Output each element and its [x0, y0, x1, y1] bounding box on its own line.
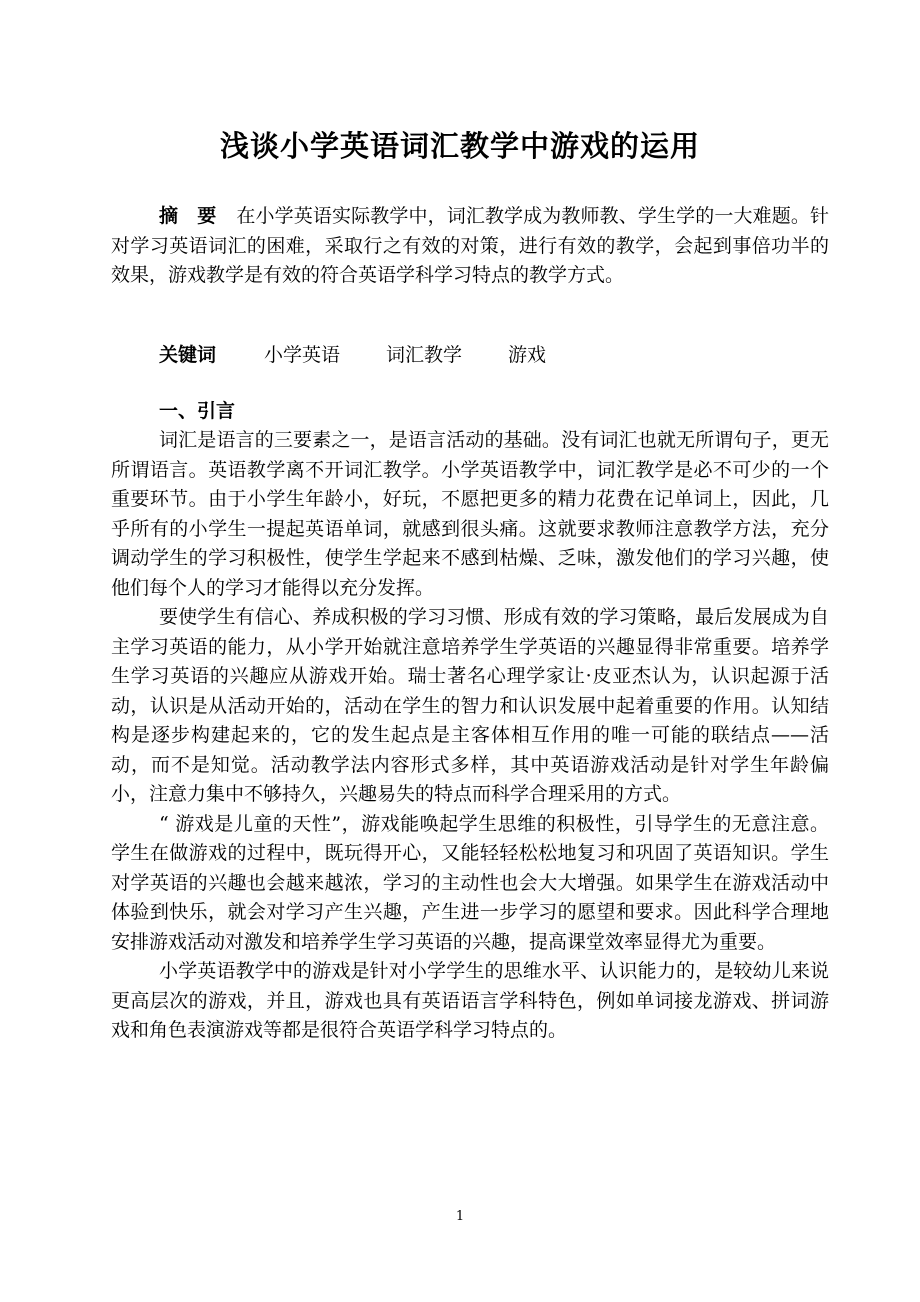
body-paragraph: 小学英语教学中的游戏是针对小学学生的思维水平、认识能力的，是较幼儿来说更高层次的游戏，并且，游戏也具有英语语言学科特色，例如单词接龙游戏、拼词游戏和角色表演游戏等都是很符合英语学科学习特点的。: [111, 960, 829, 1041]
keywords-line: [159, 341, 546, 370]
keywords-label: 关键词: [159, 344, 217, 366]
keyword-item: 词汇教学: [386, 344, 463, 366]
section-body: [111, 426, 829, 1046]
abstract-label: 摘 要: [159, 205, 217, 227]
section-heading: 一、引言: [159, 400, 236, 422]
document-title: 浅谈小学英语词汇教学中游戏的运用: [219, 129, 700, 163]
keyword-item: 游戏: [508, 344, 547, 366]
body-paragraph: 词汇是语言的三要素之一，是语言活动的基础。没有词汇也就无所谓句子，更无所谓语言。英语教学离不开词汇教学。小学英语教学中，词汇教学是必不可少的一个重要环节。由于小学生年龄小，好玩，不愿把更多的精力花费在记单词上，因此，几乎所有的小学生一提起英语单词，就感到很头痛。这就要求教师注意教学方法，充分调动学生的学习积极性，使学生学起来不感到枯燥、乏味，激发他们的学习兴趣，使他们每个人的学习才能得以充分发挥。: [111, 429, 829, 599]
body-paragraph: 要使学生有信心、养成积极的学习习惯、形成有效的学习策略，最后发展成为自主学习英语的能力，从小学开始就注意培养学生学英语的兴趣显得非常重要。培养学生学习英语的兴趣应从游戏开始。瑞士著名心理学家让·皮亚杰认为，认识起源于活动，认识是从活动开始的，活动在学生的智力和认识发展中起着重要的作用。认知结构是逐步构建起来的，它的发生起点是主客体相互作用的唯一可能的联结点——活动，而不是知觉。活动教学法内容形式多样，其中英语游戏活动是针对学生年龄偏小，注意力集中不够持久，兴趣易失的特点而科学合理采用的方式。: [111, 606, 829, 805]
abstract-text: 在小学英语实际教学中，词汇教学成为教师教、学生学的一大难题。针对学习英语词汇的困难，采取行之有效的对策，进行有效的教学，会起到事倍功半的效果，游戏教学是有效的符合英语学科学习特点的教学方式。: [111, 205, 829, 286]
body-paragraph: “ 游戏是儿童的天性”，游戏能唤起学生思维的积极性，引导学生的无意注意。学生在做游戏的过程中，既玩得开心，又能轻轻松松地复习和巩固了英语知识。学生对学英语的兴趣也会越来越浓，学习的主动性也会大大增强。如果学生在游戏活动中体验到快乐，就会对学习产生兴趣，产生进一步学习的愿望和要求。因此科学合理地安排游戏活动对激发和培养学生学习英语的兴趣，提高课堂效率显得尤为重要。: [111, 812, 829, 953]
page-number: 1: [455, 1209, 465, 1224]
abstract-paragraph: [111, 202, 829, 291]
keyword-item: 小学英语: [264, 344, 341, 366]
